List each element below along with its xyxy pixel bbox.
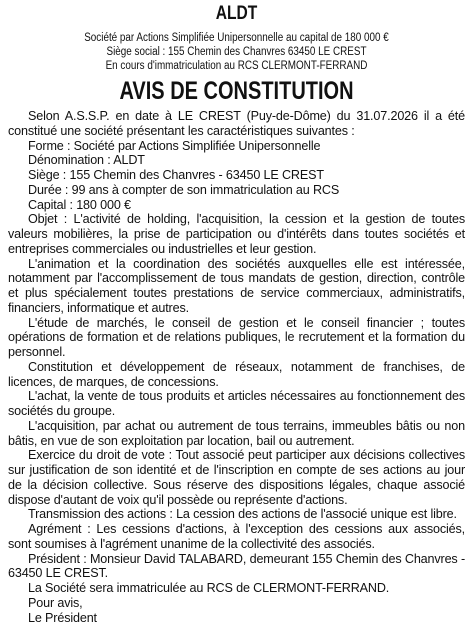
paragraph-immatriculation: La Société sera immatriculée au RCS de CLERMONT-FERRAND. — [28, 581, 390, 595]
paragraph-intro: Selon A.S.S.P. en date à LE CREST (Puy-de-Dôme) du 31.07.2026 il a été constitué une société présentant les caractéristiques suivantes : — [8, 109, 465, 138]
notice-title: AVIS DE CONSTITUTION — [119, 77, 354, 105]
paragraph-reseaux: Constitution et développement de réseaux, notamment de franchises, de licences, de marques, de concessions. — [8, 359, 465, 389]
registration-line: En cours d'immatriculation au RCS CLERMONT-FERRAND — [105, 60, 368, 72]
company-details — [40, 31, 433, 73]
paragraph-animation: L'animation et la coordination des sociétés auxquelles elle est intéressée, notamment par l'accomplissement de tous mandats de gestion, direction, contrôle et plus spécialement toutes prestations de service commerciaux, administratifs, financiers, informatique et autres. — [8, 256, 465, 315]
legal-notice — [0, 3, 473, 630]
registered-office-line: Siège social : 155 Chemin des Chanvres 63450 LE CREST — [106, 46, 367, 58]
paragraph-pour-avis: Pour avis, — [28, 595, 83, 610]
paragraph-transmission: Transmission des actions : La cession des actions de l'associé unique est libre. — [28, 507, 457, 522]
paragraph-siege: Siège : 155 Chemin des Chanvres - 63450 LE CREST — [28, 168, 324, 182]
paragraph-capital: Capital : 180 000 € — [28, 197, 131, 212]
company-name: ALDT — [215, 3, 258, 24]
paragraph-agrement: Agrément : Les cessions d'actions, à l'exception des cessions aux associés, sont soumises à l'agrément unanime de la collectivité des associés. — [8, 522, 465, 551]
paragraph-droit-de-vote: Exercice du droit de vote : Tout associé peut participer aux décisions collectives sur justification de son identité et de l'inscription en compte de ses actions au jour de la décision collective. Sous réserve des dispositions légales, chaque associé dispose d'autant de voix qu'il possède ou représente d'actions. — [8, 448, 465, 507]
paragraph-signature: Le Président — [28, 610, 97, 625]
notice-body — [8, 109, 465, 625]
paragraph-president: Président : Monsieur David TALABARD, demeurant 155 Chemin des Chanvres - 63450 LE CREST. — [8, 551, 465, 581]
paragraph-achat: L'achat, la vente de tous produits et articles nécessaires au fonctionnement des sociétés du groupe. — [8, 389, 465, 418]
paragraph-etude: L'étude de marchés, le conseil de gestion et le conseil financier ; toutes opérations de formation et de relations publiques, le recrutement et la formation du personnel. — [8, 315, 465, 359]
legal-form-line: Société par Actions Simplifiée Unipersonnelle au capital de 180 000 € — [84, 32, 389, 44]
paragraph-duree: Durée : 99 ans à compter de son immatriculation au RCS — [28, 182, 340, 197]
paragraph-objet: Objet : L'activité de holding, l'acquisition, la cession et la gestion de toutes valeurs mobilières, la prise de participation ou d'intérêts dans toutes sociétés et entreprises commerciales ou industrielles et leur gestion. — [8, 212, 465, 256]
paragraph-forme: Forme : Société par Actions Simplifiée Unipersonnelle — [28, 138, 321, 153]
paragraph-acquisition: L'acquisition, par achat ou autrement de tous terrains, immeubles bâtis ou non bâtis, en vue de son exploitation par location, bail ou autrement. — [8, 418, 465, 448]
paragraph-denomination: Dénomination : ALDT — [28, 153, 145, 168]
